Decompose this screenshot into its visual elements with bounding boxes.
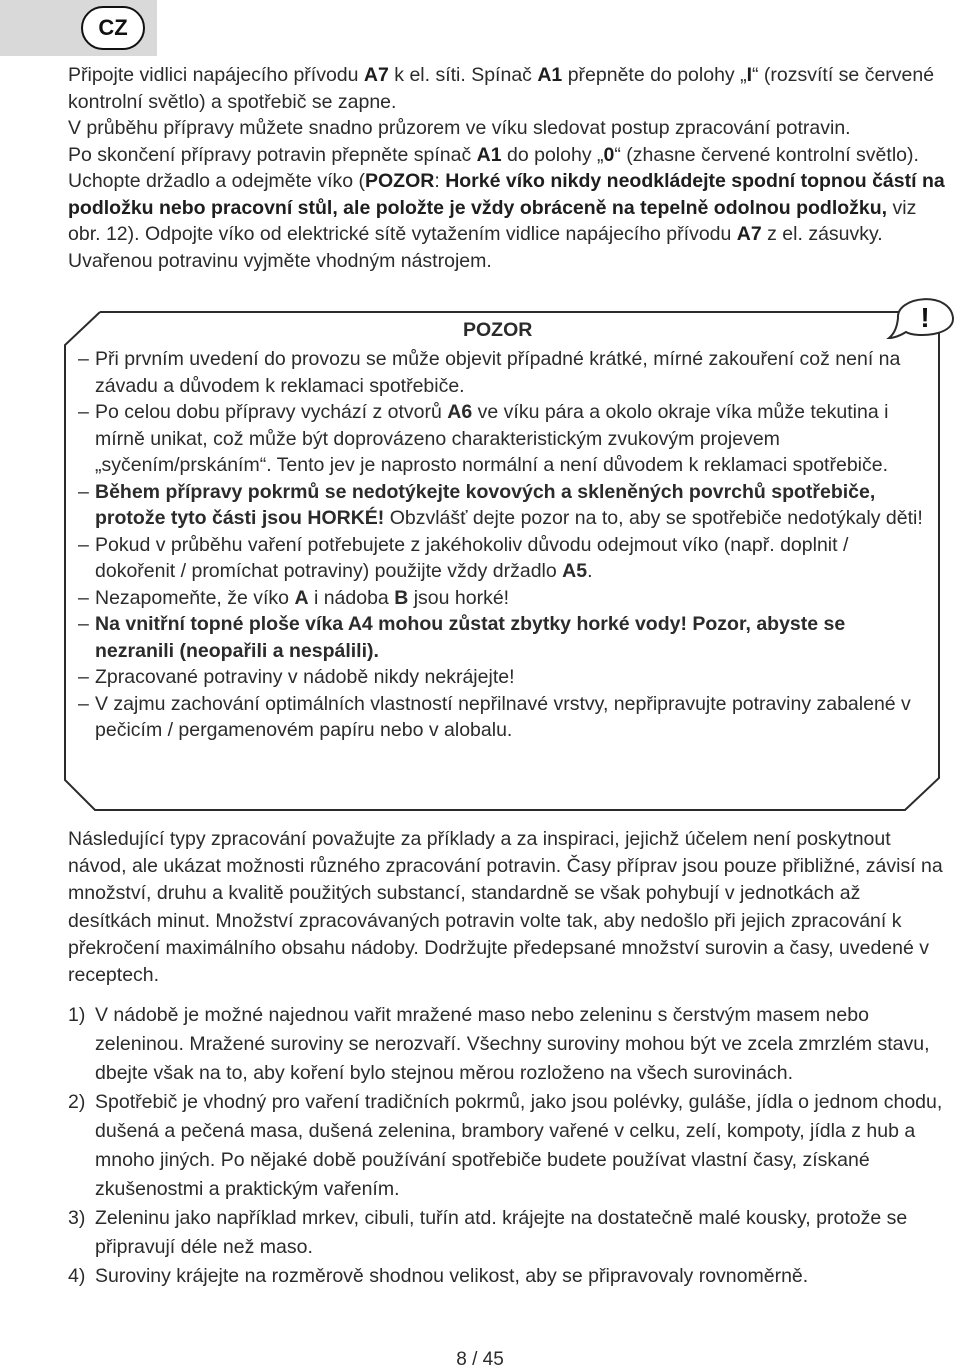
warning-item: – Pokud v průběhu vaření potřebujete z jakéhokoliv důvodu odejmout víko (např. doplnit / dokořenit / promíchat potraviny) použijte vždy držadlo A5. (78, 532, 928, 585)
warning-item: – V zajmu zachování optimálních vlastností nepřilnavé vrstvy, nepřipravujte potraviny zabalené v pečicím / pergamenovém papíru nebo v alobalu. (78, 691, 928, 744)
language-badge: CZ (81, 6, 145, 50)
warning-item: – Během přípravy pokrmů se nedotýkejte kovových a skleněných povrchů spotřebiče, protože tyto části jsou HORKÉ! Obzvlášť dejte pozor na to, aby se spotřebiče nedotýkaly děti! (78, 479, 928, 532)
list-item: 4) Suroviny krájejte na rozměrově shodnou velikost, aby se připravovaly rovnoměrně. (68, 1265, 809, 1287)
page-number: 8 / 45 (456, 1349, 504, 1370)
list-item: 3) Zeleninu jako například mrkev, cibuli, tuřín atd. krájejte na dostatečně malé kousky, protože se připravují déle než maso. (68, 1207, 908, 1258)
list-item: 2) Spotřebič je vhodný pro vaření tradičních pokrmů, jako jsou polévky, guláše, jídla o jednom chodu, dušená a pečená masa, dušená zelenina, brambory vařené v celku, zelí, kompoty, jídla z hub a mnoho jiných. Po nějaké době používání spotřebiče budete používat vlastní časy, získané zkušenostmi a praktickým vařením. (68, 1091, 943, 1200)
warning-icon-glyph: ! (920, 302, 930, 333)
warning-item: – Po celou dobu přípravy vychází z otvorů A6 ve víku pára a okolo okraje víka může tekutina i mírně unikat, což může být doprovázeno charakteristickým zvukovým projevem „syčením/prskáním“. Tento jev je naprosto normální a není důvodem k reklamaci spotřebiče. (78, 399, 928, 479)
warning-icon (889, 299, 953, 338)
warning-item: – Na vnitřní topné ploše víka A4 mohou zůstat zbytky horké vody! Pozor, abyste se nezranili (neopařili a nespálili). (78, 611, 928, 664)
warning-item: – Při prvním uvedení do provozu se může objevit případné krátké, mírné zakouření což není na závadu a důvodem k reklamaci spotřebiče. (78, 346, 928, 399)
warning-list (78, 346, 928, 744)
warning-item: – Zpracované potraviny v nádobě nikdy nekrájejte! (78, 664, 928, 691)
warning-title: POZOR (463, 319, 533, 341)
list-item: 1) V nádobě je možné najednou vařit mražené maso nebo zeleninu s čerstvým masem nebo zeleninou. Mražené suroviny se nerozvaří. Všechny suroviny mohou být ve zcela zmrzlém stavu, dbejte však na to, aby koření bylo stejnou měrou rozloženo na všech surovinách. (68, 1004, 930, 1084)
warning-item: – Nezapomeňte, že víko A i nádoba B jsou horké! (78, 585, 928, 612)
numbered-list (68, 1001, 948, 1291)
body-paragraph: Následující typy zpracování považujte za příklady a za inspiraci, jejichž účelem není poskytnout návod, ale ukázat možnosti různého zpracování potravin. Časy příprav jsou pouze přibližné, závisí na množství, druhu a kvalitě použitých substancí, standardně se však pohybují v jednotkách až desítkách minut. Množství zpracovávaných potravin volte tak, aby nedošlo při jejich zpracování k překročení maximálního obsahu nádoby. Dodržujte předepsané množství surovin a časy, uvedené v receptech. (68, 828, 943, 987)
intro-paragraph: Připojte vidlici napájecího přívodu A7 k el. síti. Spínač A1 přepněte do polohy „I“ (rozsvítí se červené kontrolní světlo) a spotřebič se zapne. V průběhu přípravy můžete snadno průzorem ve víku sledovat postup zpracování potravin. Po skončení přípravy potravin přepněte spínač A1 do polohy „0“ (zhasne červené kontrolní světlo). Uchopte držadlo a odejměte víko (POZOR: Horké víko nikdy neodkládejte spodní topnou částí na podložku nebo pracovní stůl, ale položte je vždy obráceně na tepelně odolnou podložku, viz obr. 12). Odpojte víko od elektrické sítě vytažením vidlice napájecího přívodu A7 z el. zásuvky. Uvařenou potravinu vyjměte vhodným nástrojem. (68, 64, 945, 272)
